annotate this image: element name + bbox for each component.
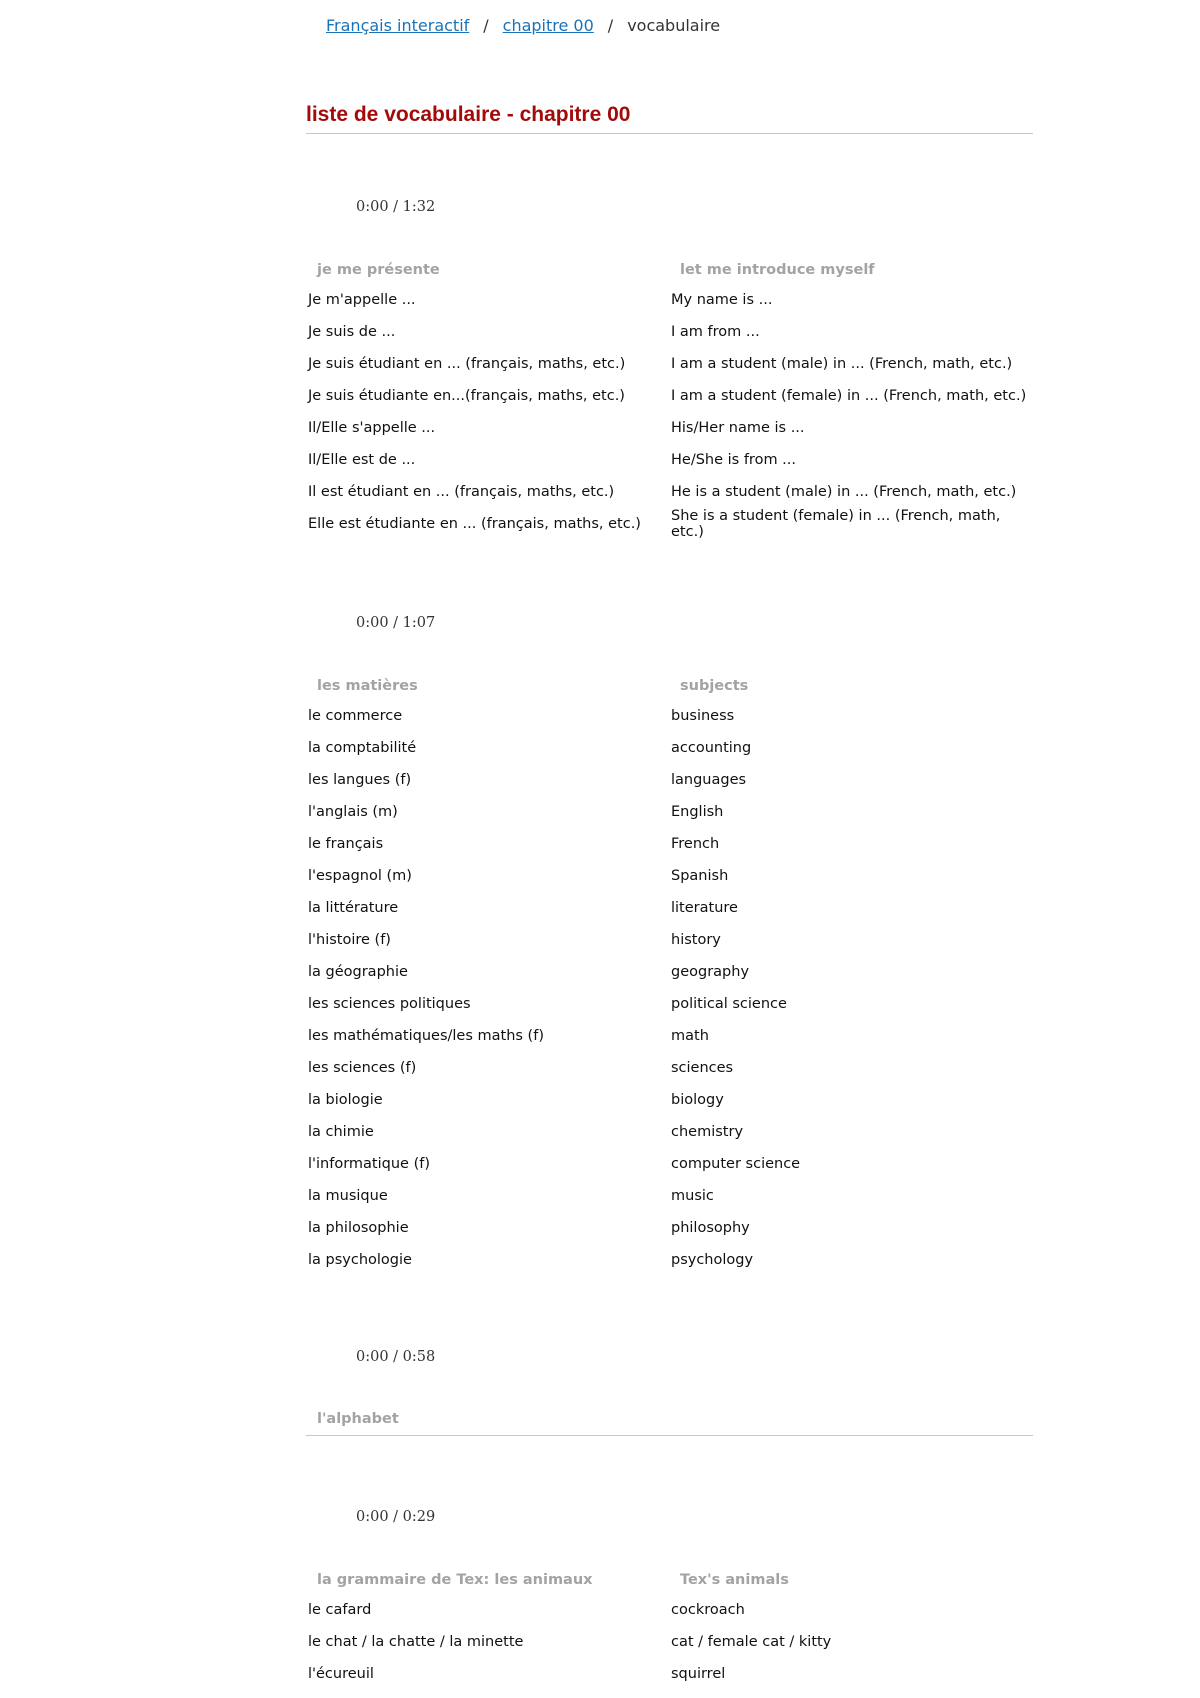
table-row bbox=[306, 284, 1033, 316]
english-term: history bbox=[671, 932, 721, 948]
french-term: Il/Elle est de ... bbox=[308, 452, 416, 468]
english-term: cockroach bbox=[671, 1602, 745, 1618]
french-term: Je suis de ... bbox=[308, 324, 396, 340]
french-term: les sciences (f) bbox=[308, 1060, 417, 1076]
vocab-table-subjects bbox=[306, 672, 1033, 1276]
audio-player-time[interactable]: 0:00 / 0:58 bbox=[356, 1349, 436, 1365]
table-row bbox=[306, 412, 1033, 444]
english-term: She is a student (female) in ... (French, math, etc.) bbox=[671, 508, 1001, 540]
table-row bbox=[306, 1244, 1033, 1276]
table-row bbox=[306, 924, 1033, 956]
table-row bbox=[306, 1052, 1033, 1084]
english-term: His/Her name is ... bbox=[671, 420, 805, 436]
french-term: Je suis étudiante en...(français, maths, etc.) bbox=[308, 388, 625, 404]
table-row bbox=[306, 732, 1033, 764]
french-term: le français bbox=[308, 836, 384, 852]
french-term: l'informatique (f) bbox=[308, 1156, 430, 1172]
french-term: la littérature bbox=[308, 900, 399, 916]
french-term: Elle est étudiante en ... (français, maths, etc.) bbox=[308, 516, 641, 532]
french-term: la biologie bbox=[308, 1092, 383, 1108]
english-term: He is a student (male) in ... (French, math, etc.) bbox=[671, 484, 1017, 500]
audio-player-time[interactable]: 0:00 / 1:07 bbox=[356, 615, 436, 631]
breadcrumb-separator: / bbox=[483, 16, 489, 35]
french-term: Je suis étudiant en ... (français, maths, etc.) bbox=[308, 356, 626, 372]
english-term: He/She is from ... bbox=[671, 452, 797, 468]
english-term: music bbox=[671, 1188, 714, 1204]
table-row bbox=[306, 700, 1033, 732]
french-term: la philosophie bbox=[308, 1220, 409, 1236]
table-row bbox=[306, 956, 1033, 988]
table-header-row bbox=[306, 1566, 1033, 1594]
vocab-table-alphabet bbox=[306, 1405, 1033, 1436]
column-header-french: je me présente bbox=[317, 262, 440, 278]
table-header-row bbox=[306, 256, 1033, 284]
english-term: accounting bbox=[671, 740, 752, 756]
english-term: English bbox=[671, 804, 724, 820]
column-header-alphabet: l'alphabet bbox=[317, 1411, 399, 1427]
table-row bbox=[306, 508, 1033, 540]
breadcrumb bbox=[326, 14, 720, 38]
english-term: I am a student (female) in ... (French, math, etc.) bbox=[671, 388, 1027, 404]
audio-player-time[interactable]: 0:00 / 1:32 bbox=[356, 199, 436, 215]
table-row bbox=[306, 1084, 1033, 1116]
column-header-french: les matières bbox=[317, 678, 418, 694]
french-term: Je m'appelle ... bbox=[308, 292, 416, 308]
english-term: biology bbox=[671, 1092, 724, 1108]
table-row bbox=[306, 796, 1033, 828]
french-term: la psychologie bbox=[308, 1252, 412, 1268]
table-row bbox=[306, 892, 1033, 924]
french-term: l'anglais (m) bbox=[308, 804, 398, 820]
breadcrumb-link-home[interactable]: Français interactif bbox=[326, 16, 470, 35]
french-term: la musique bbox=[308, 1188, 388, 1204]
column-header-english: let me introduce myself bbox=[680, 262, 875, 278]
french-term: la chimie bbox=[308, 1124, 374, 1140]
vocab-table-animals bbox=[306, 1566, 1033, 1690]
english-term: languages bbox=[671, 772, 747, 788]
table-row bbox=[306, 828, 1033, 860]
table-row bbox=[306, 764, 1033, 796]
page-title: liste de vocabulaire - chapitre 00 bbox=[306, 101, 1033, 134]
french-term: l'histoire (f) bbox=[308, 932, 391, 948]
english-term: computer science bbox=[671, 1156, 801, 1172]
table-row bbox=[306, 444, 1033, 476]
column-header-english: subjects bbox=[680, 678, 749, 694]
english-term: psychology bbox=[671, 1252, 754, 1268]
english-term: chemistry bbox=[671, 1124, 744, 1140]
french-term: l'espagnol (m) bbox=[308, 868, 412, 884]
french-term: Il/Elle s'appelle ... bbox=[308, 420, 436, 436]
table-row bbox=[306, 860, 1033, 892]
english-term: business bbox=[671, 708, 735, 724]
english-term: cat / female cat / kitty bbox=[671, 1634, 832, 1650]
french-term: le cafard bbox=[308, 1602, 372, 1618]
table-row bbox=[306, 316, 1033, 348]
english-term: math bbox=[671, 1028, 709, 1044]
french-term: les sciences politiques bbox=[308, 996, 471, 1012]
french-term: les mathématiques/les maths (f) bbox=[308, 1028, 544, 1044]
english-term: philosophy bbox=[671, 1220, 750, 1236]
table-row bbox=[306, 1180, 1033, 1212]
table-row bbox=[306, 1148, 1033, 1180]
french-term: la géographie bbox=[308, 964, 408, 980]
table-row bbox=[306, 1212, 1033, 1244]
table-row bbox=[306, 476, 1033, 508]
english-term: My name is ... bbox=[671, 292, 773, 308]
english-term: Spanish bbox=[671, 868, 729, 884]
table-row bbox=[306, 1658, 1033, 1690]
table-row bbox=[306, 1626, 1033, 1658]
vocab-table-presentations bbox=[306, 256, 1033, 540]
column-header-english: Tex's animals bbox=[680, 1572, 789, 1588]
table-row bbox=[306, 380, 1033, 412]
french-term: le chat / la chatte / la minette bbox=[308, 1634, 524, 1650]
breadcrumb-separator: / bbox=[607, 16, 614, 35]
breadcrumb-link-chapter[interactable]: chapitre 00 bbox=[502, 16, 594, 35]
english-term: geography bbox=[671, 964, 750, 980]
english-term: I am a student (male) in ... (French, math, etc.) bbox=[671, 356, 1013, 372]
french-term: la comptabilité bbox=[308, 740, 417, 756]
english-term: sciences bbox=[671, 1060, 734, 1076]
audio-player-time[interactable]: 0:00 / 0:29 bbox=[356, 1509, 436, 1525]
breadcrumb-current: vocabulaire bbox=[627, 16, 721, 35]
table-row bbox=[306, 1594, 1033, 1626]
french-term: les langues (f) bbox=[308, 772, 412, 788]
table-row bbox=[306, 1020, 1033, 1052]
table-header-row bbox=[306, 672, 1033, 700]
english-term: French bbox=[671, 836, 720, 852]
french-term: le commerce bbox=[308, 708, 403, 724]
column-header-french: la grammaire de Tex: les animaux bbox=[317, 1572, 593, 1588]
english-term: I am from ... bbox=[671, 324, 760, 340]
english-term: literature bbox=[671, 900, 738, 916]
table-row bbox=[306, 988, 1033, 1020]
english-term: political science bbox=[671, 996, 787, 1012]
french-term: Il est étudiant en ... (français, maths, etc.) bbox=[308, 484, 615, 500]
french-term: l'écureuil bbox=[308, 1666, 374, 1682]
english-term: squirrel bbox=[671, 1666, 726, 1682]
table-row bbox=[306, 1116, 1033, 1148]
table-row bbox=[306, 348, 1033, 380]
